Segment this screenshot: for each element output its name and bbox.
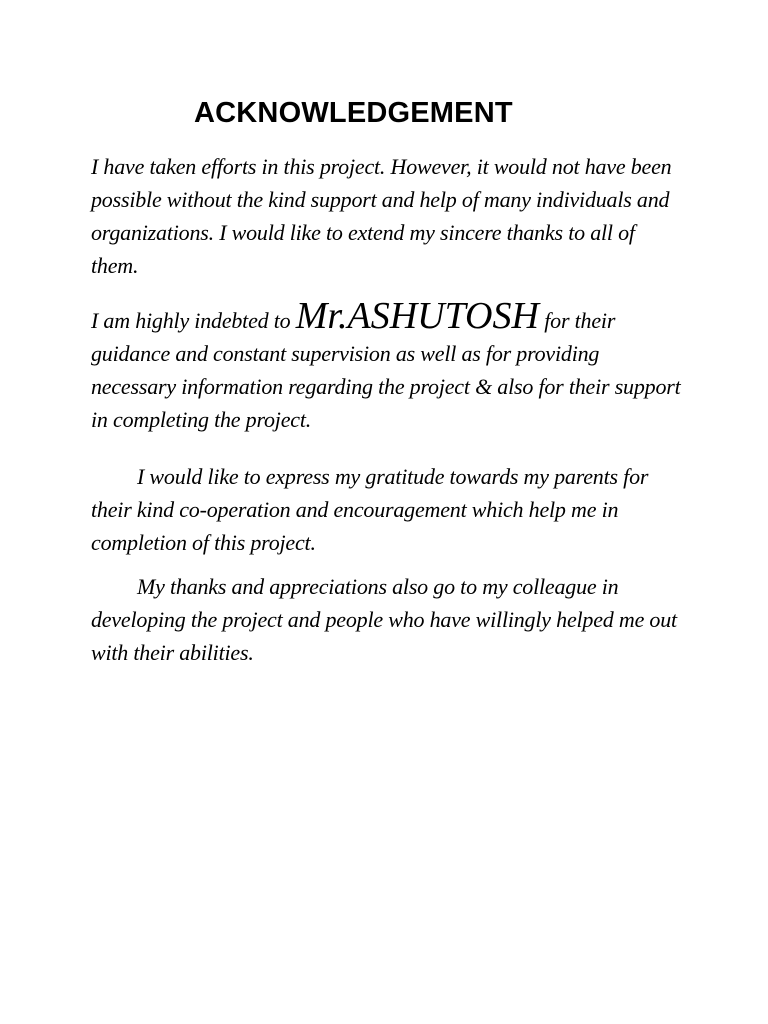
- mentor-name: Mr.ASHUTOSH: [295, 295, 539, 337]
- paragraph-mentor: [91, 295, 681, 436]
- mentor-text-after: for their guidance and constant supervision as well as for providing necessary information regarding the project & also for their support in completing the project.: [91, 308, 681, 432]
- page-title: ACKNOWLEDGEMENT: [194, 97, 513, 129]
- paragraph-colleagues: My thanks and appreciations also go to my colleague in developing the project and people who have willingly helped me out with their abilities.: [91, 574, 677, 665]
- paragraph-parents: I would like to express my gratitude towards my parents for their kind co-operation and encouragement which help me in completion of this project.: [91, 464, 649, 555]
- mentor-text-before: I am highly indebted to: [91, 308, 296, 333]
- paragraph-intro: I have taken efforts in this project. However, it would not have been possible without the kind support and help of many individuals and organizations. I would like to extend my sincere thanks to all of them.: [91, 154, 672, 278]
